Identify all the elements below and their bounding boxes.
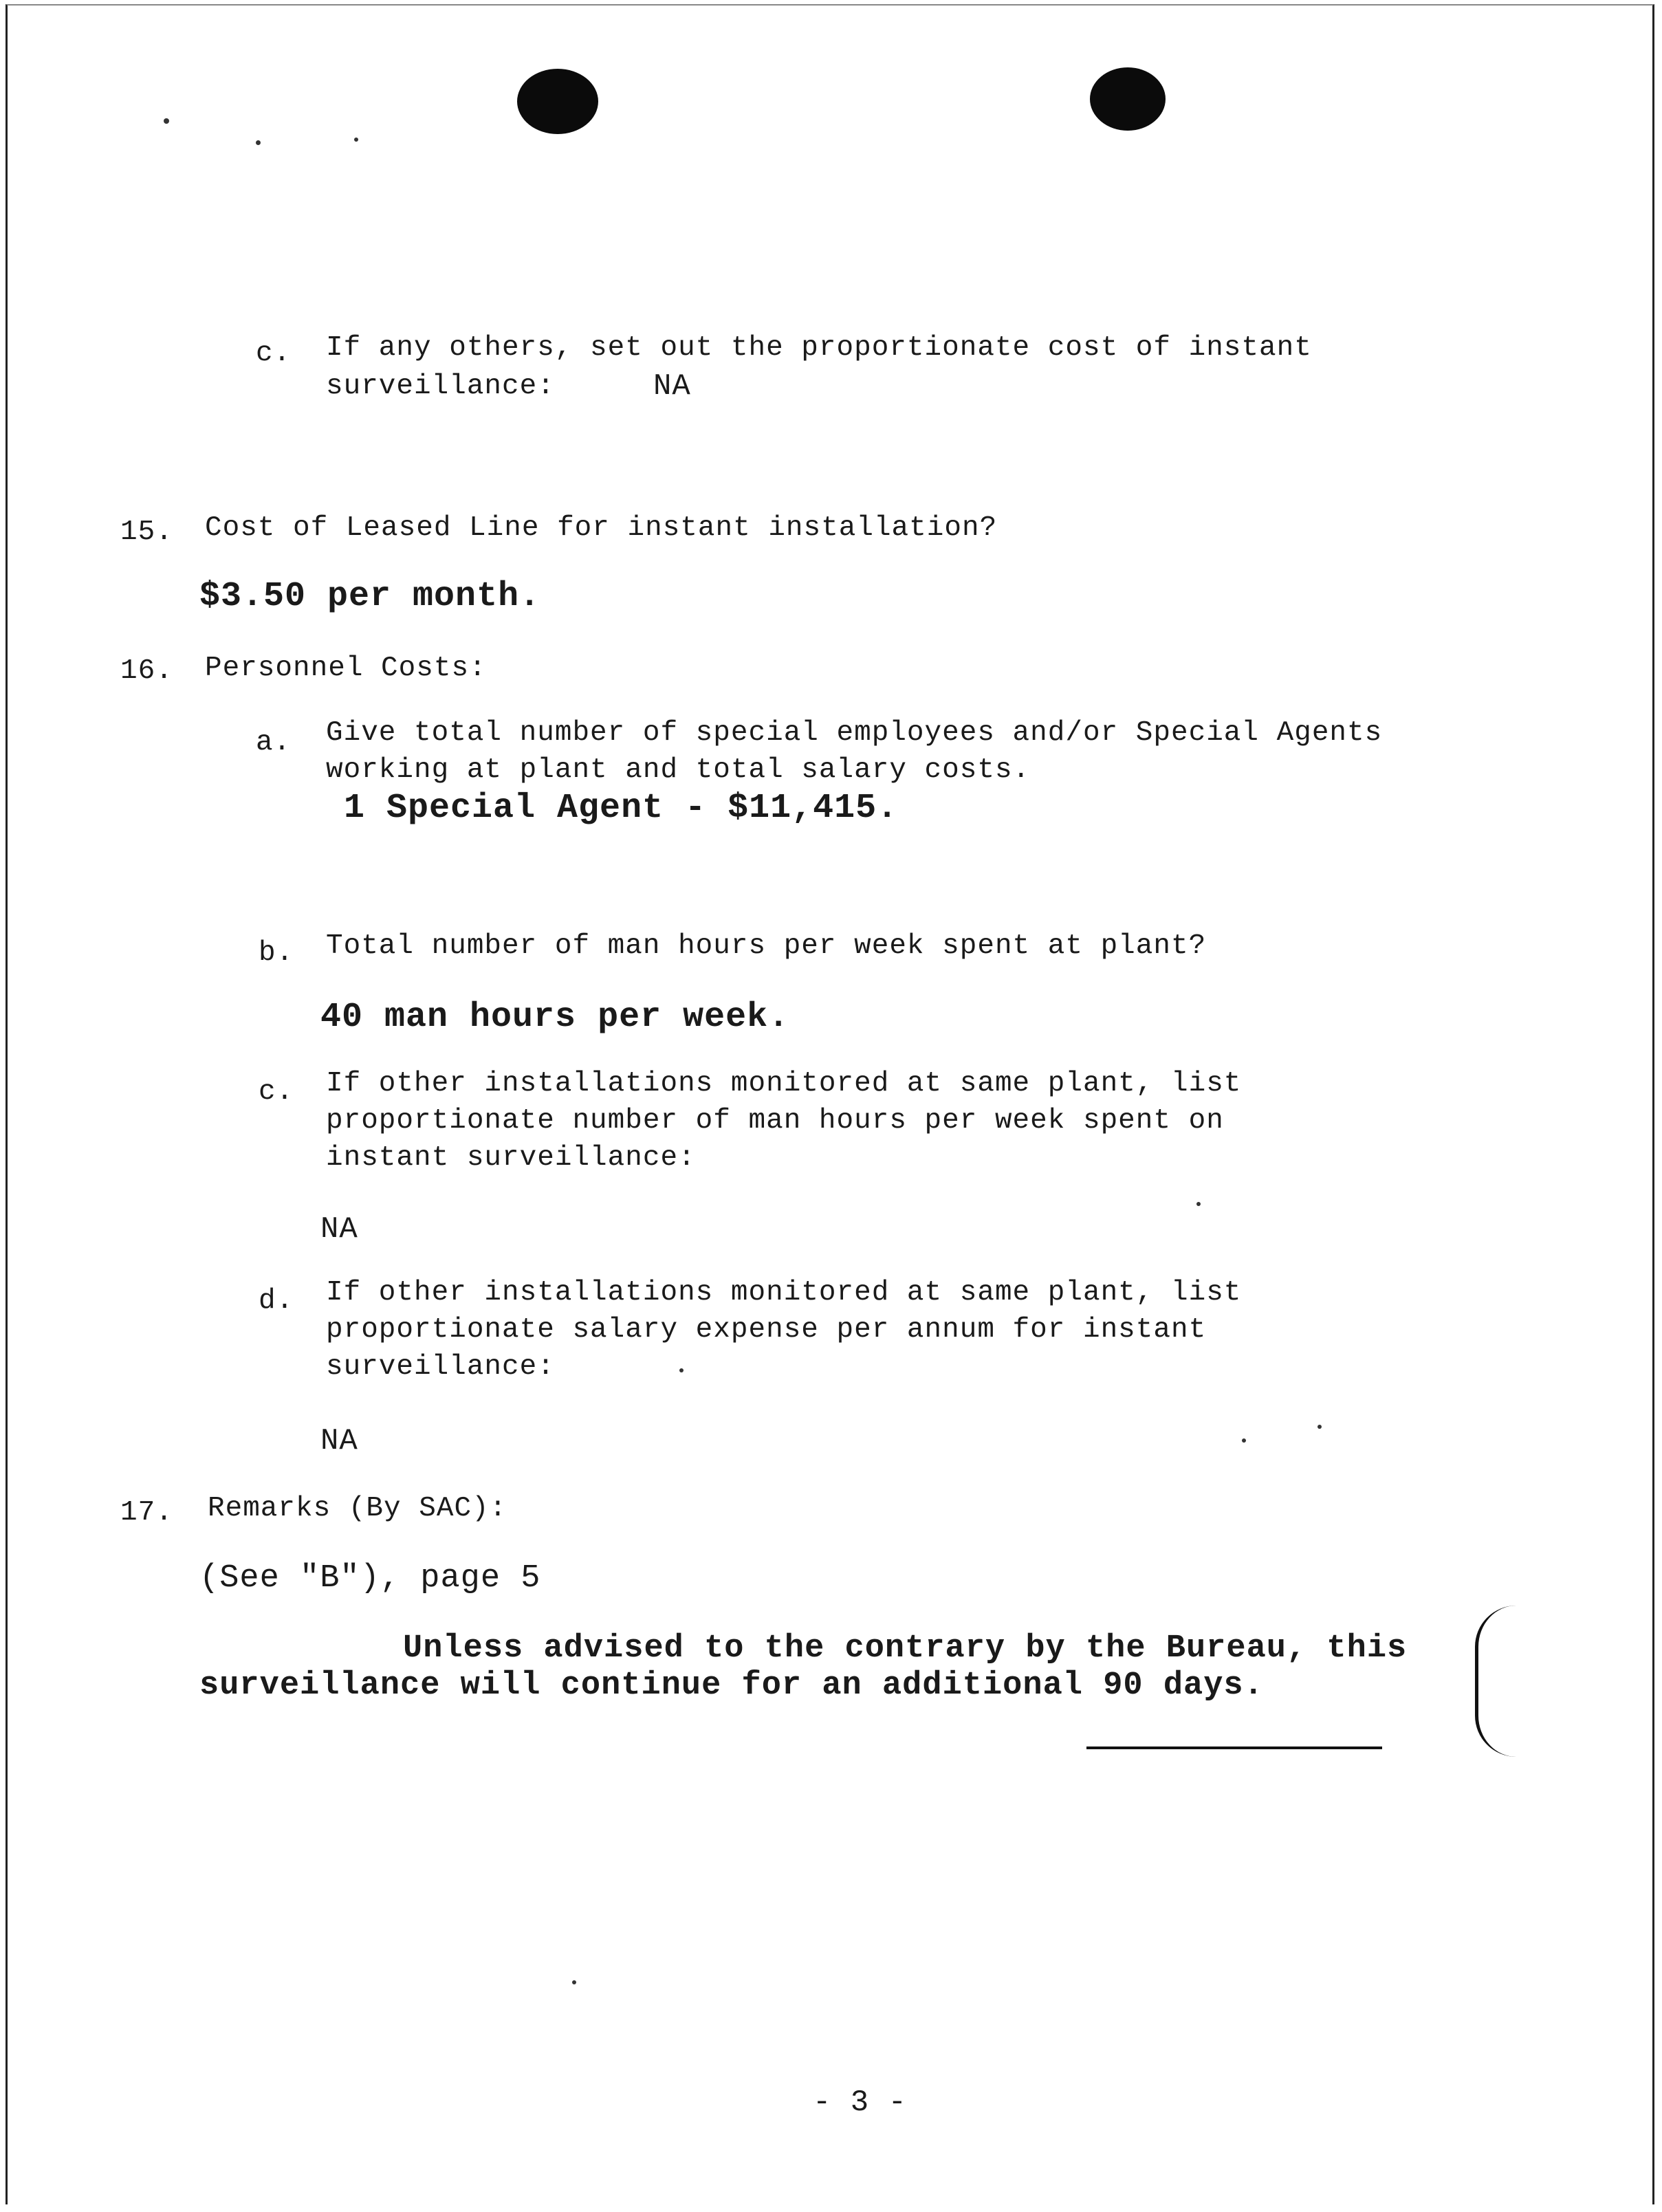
question-text: instant surveillance:	[326, 1142, 696, 1174]
question-text: If any others, set out the proportionate cost of instant	[326, 332, 1312, 364]
scan-speck	[256, 140, 261, 145]
punch-hole-right	[1090, 67, 1166, 131]
answer-text: 40 man hours per week.	[320, 998, 790, 1037]
item-marker: a.	[256, 727, 292, 758]
scan-speck	[354, 138, 358, 142]
answer-text: 1 Special Agent - $11,415.	[344, 789, 899, 828]
item-marker: d.	[259, 1285, 294, 1317]
scan-speck	[1317, 1425, 1322, 1429]
question-text: proportionate salary expense per annum for instant	[326, 1314, 1207, 1346]
question-text: working at plant and total salary costs.	[326, 754, 1031, 786]
question-text: Cost of Leased Line for instant installation?	[205, 512, 998, 544]
answer-text: NA	[320, 1212, 358, 1247]
scan-speck	[679, 1368, 684, 1372]
item-number: 15.	[120, 516, 173, 548]
underline-mark	[1086, 1746, 1382, 1749]
remark-reference: (See "B"), page 5	[199, 1560, 541, 1597]
remark-text: surveillance will continue for an additional 90 days.	[199, 1667, 1264, 1704]
question-text: surveillance:	[326, 1351, 555, 1383]
scan-speck	[1242, 1438, 1246, 1443]
remark-text: Unless advised to the contrary by the Bureau, this	[403, 1630, 1408, 1667]
punch-hole-left	[517, 69, 598, 134]
scan-speck	[164, 118, 169, 124]
item-marker: b.	[259, 937, 294, 969]
question-text: If other installations monitored at same plant, list	[326, 1068, 1242, 1099]
item-number: 16.	[120, 655, 173, 687]
item-number: 17.	[120, 1497, 173, 1529]
scan-speck	[1196, 1202, 1201, 1206]
section-heading: Personnel Costs:	[205, 653, 487, 684]
page-number: - 3 -	[813, 2085, 908, 2120]
scan-speck	[572, 1980, 576, 1984]
question-text: Total number of man hours per week spent at plant?	[326, 930, 1207, 962]
question-text: Give total number of special employees and/or Special Agents	[326, 717, 1383, 749]
section-heading: Remarks (By SAC):	[208, 1493, 507, 1524]
item-marker: c.	[256, 338, 292, 369]
margin-bracket	[1475, 1606, 1516, 1757]
question-text: proportionate number of man hours per week spent on	[326, 1105, 1224, 1137]
answer-text: NA	[320, 1424, 358, 1458]
item-marker: c.	[259, 1076, 294, 1108]
answer-text: $3.50 per month.	[199, 577, 541, 616]
answer-text: NA	[653, 369, 691, 404]
question-text: surveillance:	[326, 371, 555, 402]
question-text: If other installations monitored at same plant, list	[326, 1277, 1242, 1308]
